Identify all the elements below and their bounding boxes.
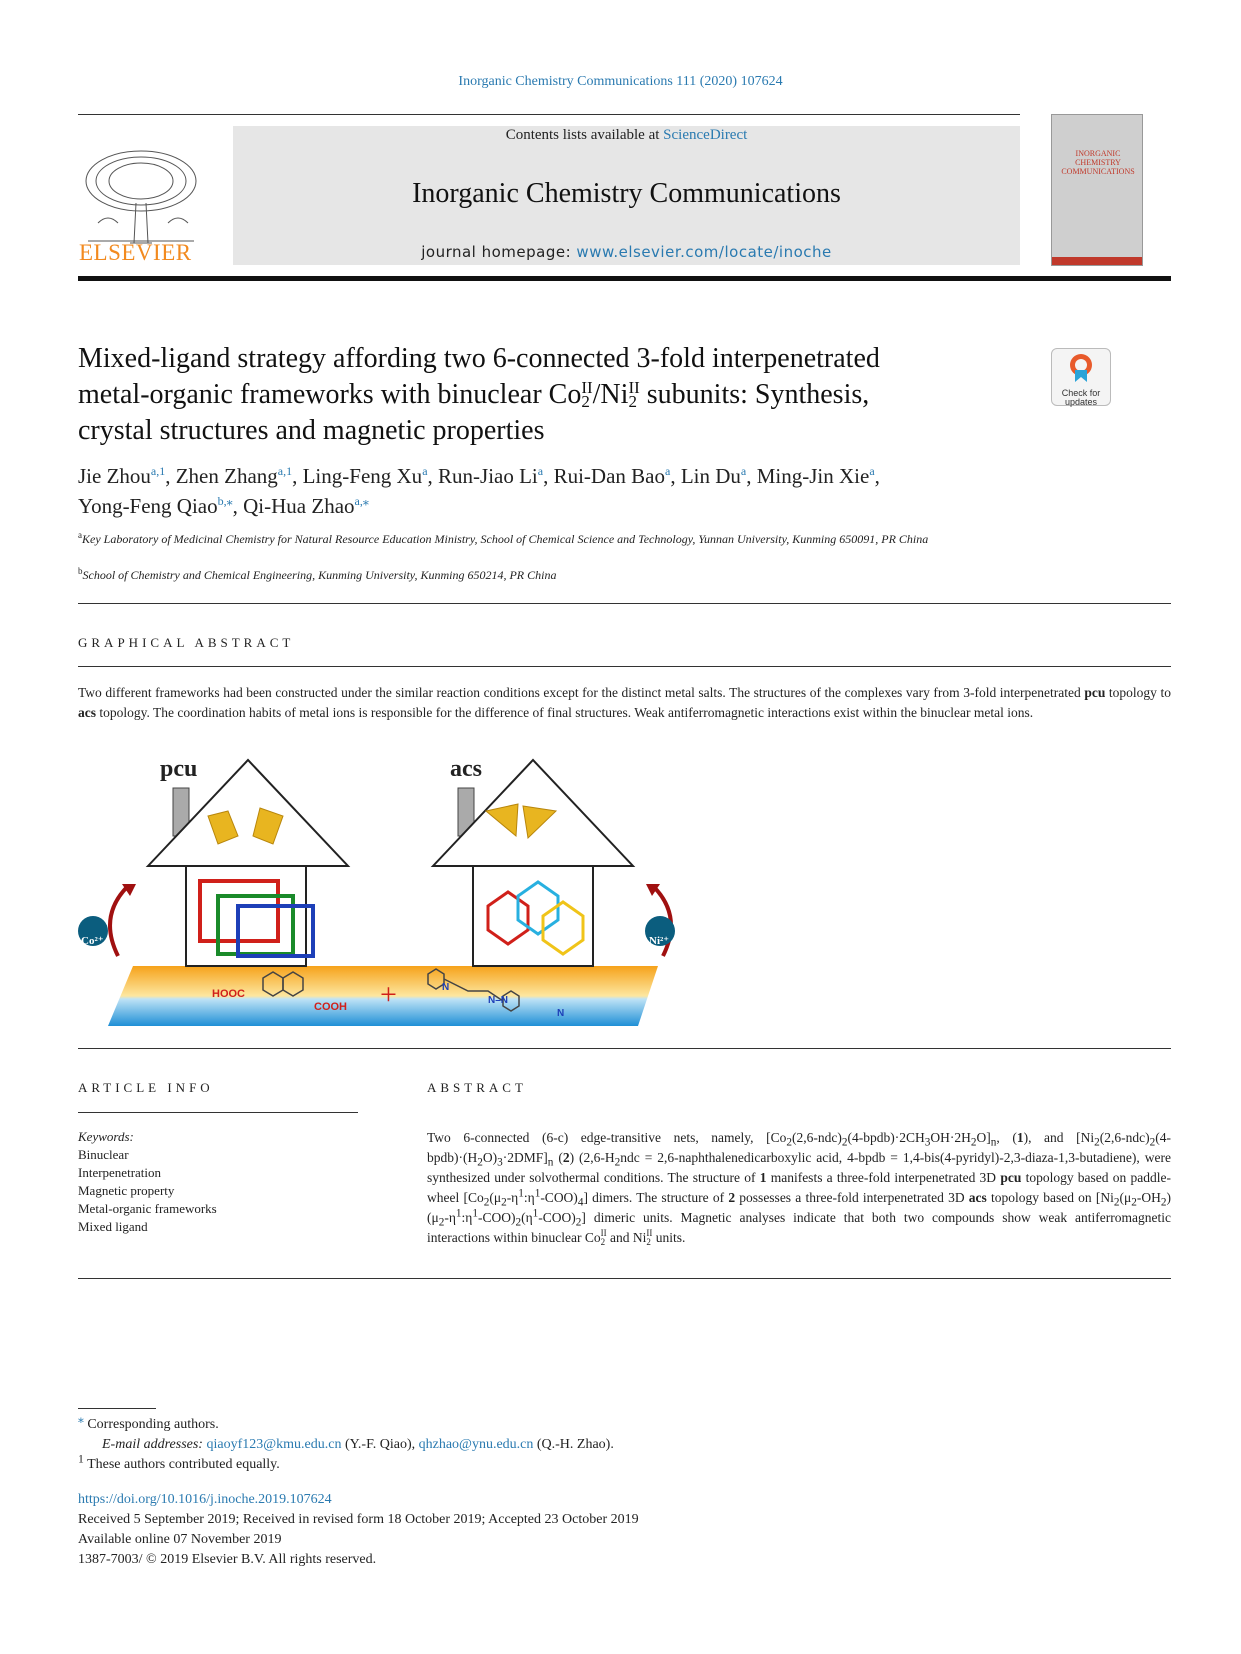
plus-sign: + — [380, 978, 397, 1011]
b: 1 — [759, 1170, 767, 1185]
abstract-heading: ABSTRACT — [427, 1080, 527, 1095]
sub: 2 — [1149, 1136, 1156, 1149]
copyright: 1387-7003/ © 2019 Elsevier B.V. All rights reserved. — [78, 1552, 377, 1567]
online-date: Available online 07 November 2019 — [78, 1532, 282, 1547]
elsevier-wordmark: ELSEVIER — [79, 240, 192, 265]
author-sup[interactable]: a,1 — [150, 464, 166, 478]
keyword: Metal-organic frameworks — [78, 1201, 217, 1216]
author-sup[interactable]: a — [740, 464, 747, 478]
footnotes — [78, 1412, 1078, 1475]
sub: 2 — [581, 392, 590, 411]
graphical-abstract-heading: GRAPHICAL ABSTRACT — [78, 635, 295, 650]
equal-contribution-note — [78, 1452, 1078, 1475]
t: (4-bpdb)·2CH — [847, 1130, 925, 1145]
t: and Ni — [606, 1230, 647, 1245]
t: ndc = 2,6-naphthalenedicarboxylic acid, 4-bpdb = 1,4-bis(4-pyridyl)-2,3-diaza-1,3-butadiene), were synthesized under solvothermal conditions. The structure of — [427, 1150, 1171, 1185]
email-link[interactable]: qiaoyf123@kmu.edu.cn — [206, 1437, 342, 1452]
author[interactable]: Rui-Dan Bao — [553, 464, 665, 488]
masthead-rule — [78, 276, 1171, 281]
title-part: /Ni — [592, 379, 629, 410]
b: 2 — [728, 1190, 736, 1205]
equal-text: These authors contributed equally. — [83, 1457, 280, 1472]
t: topology based on [Ni — [986, 1190, 1114, 1205]
sup: II — [600, 1228, 607, 1238]
sup: II — [628, 378, 640, 397]
t: -COO) — [538, 1210, 576, 1225]
sub: 2 — [1160, 1196, 1167, 1209]
sub: 2 — [483, 1196, 490, 1209]
t: ( — [553, 1150, 563, 1165]
email-owner: (Q.-H. Zhao). — [533, 1437, 614, 1452]
title-part: metal-organic frameworks with binuclear Co — [78, 379, 582, 410]
t: topology based on paddle-wheel [Co — [427, 1170, 1171, 1205]
sub: 2 — [841, 1136, 848, 1149]
ga-bold: pcu — [1084, 685, 1106, 700]
title-part: subunits: Synthesis, — [639, 379, 870, 410]
co-ion-label: Co²⁺ — [81, 935, 104, 947]
azo-label: N–N — [488, 995, 509, 1006]
sub: 2 — [1113, 1196, 1120, 1209]
sub: 2 — [438, 1216, 445, 1229]
t: ] dimers. The structure of — [583, 1190, 729, 1205]
t: (2,6-ndc) — [792, 1130, 842, 1145]
sup: 1 — [455, 1207, 462, 1220]
author[interactable]: Yong-Feng Qiao — [78, 494, 218, 518]
sub: 2 — [1131, 1196, 1137, 1209]
corr-mark: ⁎ — [78, 1412, 84, 1426]
sup: II — [646, 1228, 653, 1238]
keywords-block — [78, 1128, 358, 1236]
keyword: Mixed ligand — [78, 1219, 148, 1234]
check-for-updates-badge[interactable] — [1051, 348, 1111, 406]
t: possesses a three-fold interpenetrated 3D — [735, 1190, 969, 1205]
sub: n — [990, 1136, 997, 1149]
author[interactable]: Ming-Jin Xie — [756, 464, 870, 488]
pyridyl-n-label: N — [442, 982, 450, 993]
pcu-label: pcu — [160, 756, 198, 782]
author-sup[interactable]: a — [869, 464, 875, 478]
sub: n — [547, 1156, 554, 1169]
section-rule — [78, 1278, 1171, 1279]
ni-ion-label: Ni²⁺ — [649, 935, 670, 947]
journal-reference[interactable]: Inorganic Chemistry Communications 111 (2020) 107624 — [458, 74, 783, 89]
sub: 2 — [646, 1237, 651, 1247]
t: (2,6-ndc) — [1099, 1130, 1150, 1145]
pcu-house — [148, 760, 348, 966]
author-sup[interactable]: a — [665, 464, 671, 478]
author[interactable]: Qi-Hua Zhao — [243, 494, 355, 518]
cover-title: INORGANIC CHEMISTRY COMMUNICATIONS — [1061, 149, 1135, 176]
sup: 1 — [534, 1187, 541, 1200]
homepage-line — [233, 243, 1020, 261]
author-sup[interactable]: b,⁎ — [217, 494, 233, 508]
keyword: Interpenetration — [78, 1165, 162, 1180]
ga-text-part: Two different frameworks had been constructed under the similar reaction conditions except for the distinct metal salts. The structures of the complexes vary from 3-fold interpenetrated — [78, 685, 1085, 700]
sub: 2 — [515, 1216, 522, 1229]
aff-text: Key Laboratory of Medicinal Chemistry for Natural Resource Education Ministry, School of Chemical Science and Technology, Yunnan University, Kunming 650091, PR China — [82, 532, 929, 546]
t: (μ — [489, 1190, 502, 1205]
corresponding-note — [78, 1412, 1078, 1435]
co-ox-state — [581, 378, 593, 411]
t: units. — [652, 1230, 686, 1245]
author[interactable]: Jie Zhou — [78, 464, 151, 488]
hooc-label: HOOC — [212, 988, 245, 1000]
t: -COO) — [477, 1210, 516, 1225]
section-rule — [78, 666, 1171, 667]
journal-name: Inorganic Chemistry Communications — [412, 178, 841, 209]
affiliation-b — [78, 566, 1038, 584]
sub: 2 — [786, 1136, 793, 1149]
publication-info — [78, 1490, 1078, 1570]
journal-cover-thumbnail[interactable] — [1051, 114, 1143, 266]
t: :η — [523, 1190, 535, 1205]
check-for-updates-label: Check for updates — [1061, 388, 1101, 407]
sub: 2 — [1094, 1136, 1100, 1149]
t: ·2DMF] — [502, 1150, 548, 1165]
t: (4-bpdb)·(H — [427, 1130, 1171, 1165]
t: :η — [461, 1210, 473, 1225]
t: -COO) — [540, 1190, 578, 1205]
t: Two 6-connected (6-c) edge-transitive nets, namely, [Co — [427, 1130, 787, 1145]
pyridyl-n-label-2: N — [557, 1008, 565, 1019]
t: -OH — [1136, 1190, 1161, 1205]
title-line-1: Mixed-ligand strategy affording two 6-connected 3-fold interpenetrated — [78, 343, 880, 374]
t: ] dimeric units. Magnetic analyses indicate that both two compounds show weak antiferromagnetic interactions within binuclear Co — [427, 1210, 1171, 1245]
received-dates: Received 5 September 2019; Received in revised form 18 October 2019; Accepted 23 October 2019 — [78, 1512, 639, 1527]
author[interactable]: Run-Jiao Li — [438, 464, 538, 488]
cooh-label: COOH — [314, 1001, 347, 1013]
b: 1 — [1016, 1130, 1024, 1145]
article-info-rule — [78, 1112, 358, 1113]
abstract-text — [427, 1128, 1171, 1248]
sub: 2 — [600, 1237, 606, 1247]
sub: 2 — [477, 1156, 483, 1169]
email-link[interactable]: qhzhao@ynu.edu.cn — [418, 1437, 534, 1452]
b: 2 — [562, 1150, 570, 1165]
keyword: Binuclear — [78, 1147, 129, 1162]
title-line-2 — [78, 377, 998, 413]
ga-bold: acs — [78, 705, 96, 720]
section-rule — [78, 1048, 1171, 1049]
email-owner: (Y.-F. Qiao), — [341, 1437, 419, 1452]
keywords-label: Keywords: — [78, 1129, 134, 1144]
sub: 4 — [577, 1196, 584, 1209]
sup: 1 — [532, 1207, 539, 1220]
sub: 2 — [575, 1216, 582, 1229]
t: O] — [976, 1130, 991, 1145]
doi-link[interactable]: https://doi.org/10.1016/j.inoche.2019.107624 — [78, 1492, 332, 1507]
homepage-prefix: journal homepage: — [421, 243, 577, 261]
author-sup[interactable]: a,⁎ — [354, 494, 369, 508]
author[interactable]: Lin Du — [680, 464, 741, 488]
t: )(μ — [427, 1190, 1171, 1225]
b: acs — [968, 1190, 987, 1205]
t: (μ — [1119, 1190, 1132, 1205]
author-list: Jie Zhou$^{a,1}$, Zhen Zhang$^{a,1}$, Ling-Feng Xu$^a$, Run-Jiao Li$^a$, Rui-Dan Bao$^a$, Lin Du$^a$, Ming-Jin Xie$^a$, Yong-Feng Qiao$^{b,⁎}$, Qi-Hua Zhao$^{a,⁎}$ — [78, 464, 880, 518]
t: -η — [506, 1190, 519, 1205]
affiliation-a — [78, 530, 1038, 548]
article-title — [78, 341, 998, 449]
t: O) — [482, 1150, 498, 1165]
t: ) (2,6-H — [569, 1150, 615, 1165]
email-note — [78, 1435, 1078, 1455]
sup: 1 — [472, 1207, 478, 1220]
sub: 2 — [501, 1196, 507, 1209]
sciencedirect-link[interactable]: ScienceDirect — [663, 127, 748, 143]
article-info-heading: ARTICLE INFO — [78, 1080, 214, 1095]
email-label: E-mail addresses: — [102, 1437, 207, 1452]
title-line-3: crystal structures and magnetic properties — [78, 415, 545, 446]
equal-mark: 1 — [78, 1452, 84, 1466]
sub: 3 — [924, 1136, 931, 1149]
t: ), and [Ni — [1023, 1130, 1095, 1145]
sup: II — [581, 378, 593, 397]
t: manifests a three-fold interpenetrated 3D — [766, 1170, 1001, 1185]
aff-mark: b — [78, 566, 83, 576]
acs-label: acs — [450, 756, 482, 782]
t: , ( — [996, 1130, 1017, 1145]
ga-text-part: topology to — [1105, 685, 1171, 700]
t: (η — [521, 1210, 533, 1225]
contents-line — [233, 127, 1020, 144]
sup: 1 — [518, 1187, 524, 1200]
contents-prefix: Contents lists available at — [505, 127, 664, 143]
graphical-abstract-text — [78, 683, 1171, 723]
b: pcu — [1000, 1170, 1022, 1185]
author[interactable]: Zhen Zhang — [175, 464, 278, 488]
sub: 2 — [614, 1156, 621, 1169]
author[interactable]: Ling-Feng Xu — [302, 464, 423, 488]
footnote-rule — [78, 1408, 156, 1409]
sub: 2 — [970, 1136, 977, 1149]
aff-text: School of Chemistry and Chemical Engineering, Kunming University, Kunming 650214, PR China — [82, 568, 557, 582]
bookmark-icon — [1066, 352, 1096, 384]
keyword: Magnetic property — [78, 1183, 175, 1198]
header-rule — [78, 114, 1020, 115]
acs-house — [433, 760, 633, 966]
aff-mark: a — [78, 530, 82, 540]
author-sup[interactable]: a — [422, 464, 428, 478]
ga-text-part: topology. The coordination habits of metal ions is responsible for the difference of final structures. Weak antiferromagnetic interactions exist within the binuclear metal ions. — [96, 705, 1034, 720]
author-sup[interactable]: a — [537, 464, 544, 478]
homepage-link[interactable]: www.elsevier.com/locate/inoche — [576, 243, 832, 261]
author-sup[interactable]: a,1 — [277, 464, 293, 478]
corr-text: Corresponding authors. — [83, 1417, 219, 1432]
sub: 2 — [628, 392, 637, 411]
cover-footer-bar — [1052, 257, 1142, 265]
ni-ox-state — [628, 378, 640, 411]
section-rule — [78, 603, 1171, 604]
t: OH·2H — [930, 1130, 971, 1145]
t: -η — [444, 1210, 456, 1225]
sub: 3 — [497, 1156, 503, 1169]
